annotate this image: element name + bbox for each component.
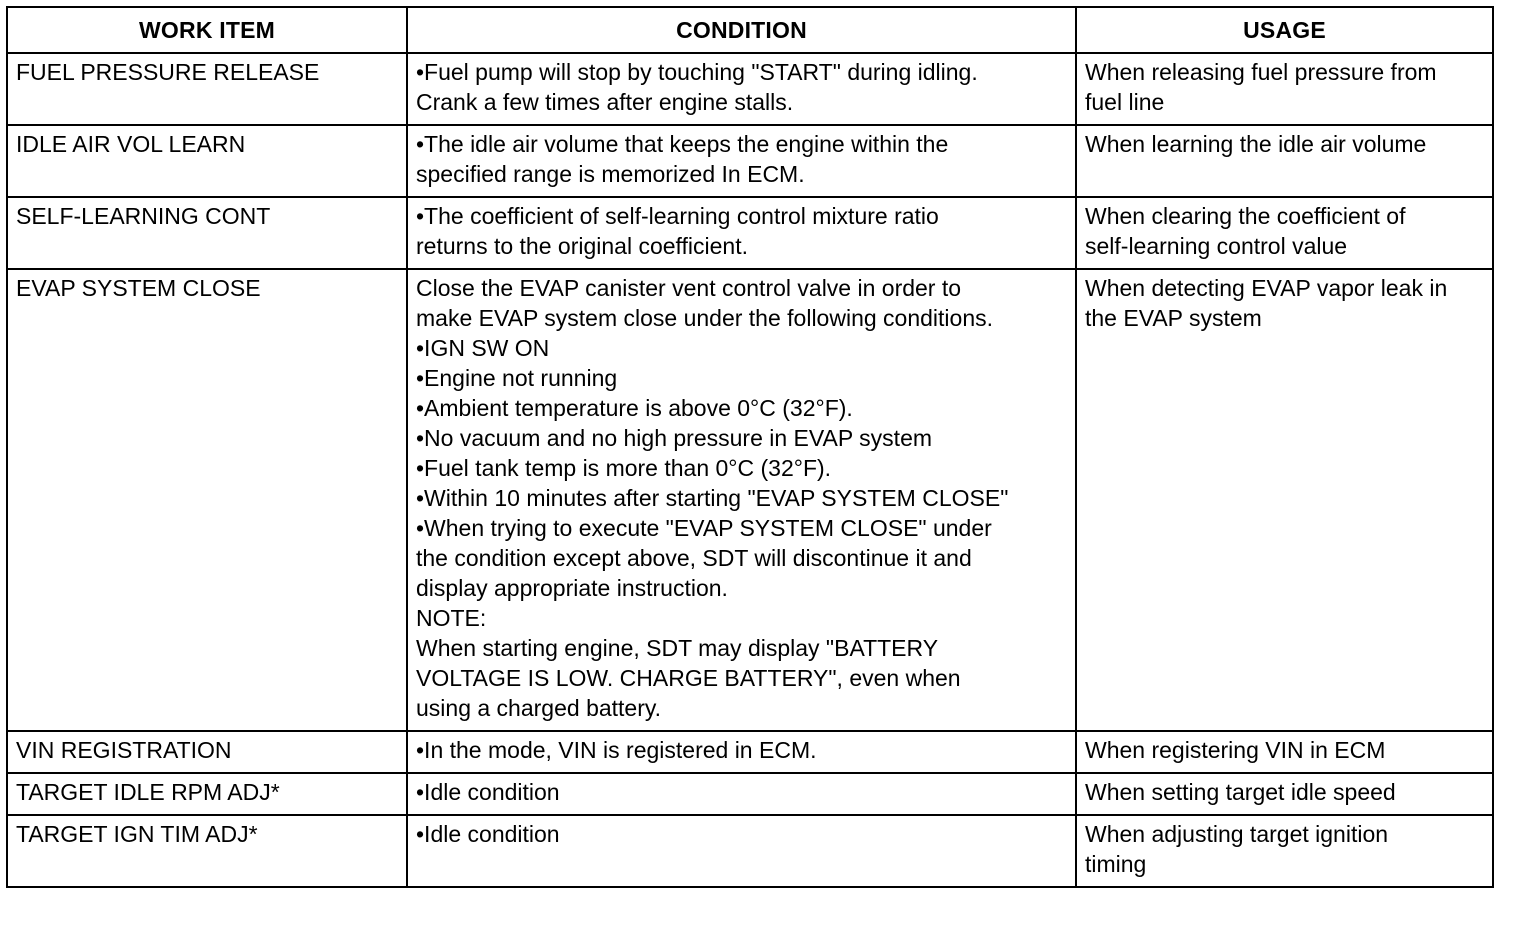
condition-line: •In the mode, VIN is registered in ECM. (416, 737, 817, 763)
header-work-item: WORK ITEM (7, 7, 407, 53)
usage-cell (1076, 815, 1493, 887)
header-condition: CONDITION (407, 7, 1076, 53)
usage-line: When learning the idle air volume (1085, 131, 1427, 157)
condition-line: •No vacuum and no high pressure in EVAP system (416, 425, 933, 451)
usage-cell (1076, 53, 1493, 125)
usage-cell (1076, 125, 1493, 197)
table-row (7, 197, 1493, 269)
usage-line: When releasing fuel pressure from (1085, 59, 1437, 85)
condition-line: •Within 10 minutes after starting "EVAP SYSTEM CLOSE" (416, 485, 1009, 511)
condition-line: •The coefficient of self-learning control mixture ratio (416, 203, 939, 229)
work-item-cell (7, 773, 407, 815)
condition-cell (407, 731, 1076, 773)
condition-line: •IGN SW ON (416, 335, 550, 361)
header-usage: USAGE (1076, 7, 1493, 53)
usage-cell (1076, 773, 1493, 815)
work-item-label: FUEL PRESSURE RELEASE (16, 59, 320, 85)
table-body (7, 53, 1493, 887)
usage-line: the EVAP system (1085, 305, 1262, 331)
condition-line: VOLTAGE IS LOW. CHARGE BATTERY", even when (416, 665, 961, 691)
condition-line: •Idle condition (416, 821, 560, 847)
condition-line: •When trying to execute "EVAP SYSTEM CLOSE" under (416, 515, 992, 541)
condition-line: specified range is memorized In ECM. (416, 161, 805, 187)
condition-cell (407, 125, 1076, 197)
condition-line: •Fuel tank temp is more than 0°C (32°F). (416, 455, 832, 481)
condition-line: returns to the original coefficient. (416, 233, 748, 259)
condition-line: make EVAP system close under the following conditions. (416, 305, 993, 331)
header-row (7, 7, 1493, 53)
work-item-label: IDLE AIR VOL LEARN (16, 131, 246, 157)
table-row (7, 53, 1493, 125)
usage-line: When setting target idle speed (1085, 779, 1396, 805)
work-item-cell (7, 269, 407, 731)
usage-line: fuel line (1085, 89, 1165, 115)
condition-line: •The idle air volume that keeps the engine within the (416, 131, 949, 157)
usage-line: When adjusting target ignition (1085, 821, 1389, 847)
usage-line: When registering VIN in ECM (1085, 737, 1386, 763)
work-item-label: TARGET IGN TIM ADJ* (16, 821, 258, 847)
condition-cell (407, 773, 1076, 815)
table-row (7, 815, 1493, 887)
table-row (7, 125, 1493, 197)
condition-line: When starting engine, SDT may display "BATTERY (416, 635, 939, 661)
table-row (7, 269, 1493, 731)
work-item-cell (7, 815, 407, 887)
work-item-cell (7, 197, 407, 269)
usage-line: timing (1085, 851, 1147, 877)
usage-line: When detecting EVAP vapor leak in (1085, 275, 1448, 301)
condition-cell (407, 269, 1076, 731)
work-item-label: SELF-LEARNING CONT (16, 203, 271, 229)
condition-line: using a charged battery. (416, 695, 662, 721)
work-support-table (6, 6, 1494, 888)
table-row (7, 731, 1493, 773)
usage-line: self-learning control value (1085, 233, 1348, 259)
condition-line: •Engine not running (416, 365, 618, 391)
condition-cell (407, 53, 1076, 125)
condition-line: •Fuel pump will stop by touching "START" during idling. (416, 59, 978, 85)
usage-cell (1076, 731, 1493, 773)
condition-cell (407, 197, 1076, 269)
table-row (7, 773, 1493, 815)
work-item-label: VIN REGISTRATION (16, 737, 232, 763)
condition-line: •Ambient temperature is above 0°C (32°F). (416, 395, 853, 421)
work-item-label: TARGET IDLE RPM ADJ* (16, 779, 280, 805)
usage-line: When clearing the coefficient of (1085, 203, 1406, 229)
work-item-cell (7, 731, 407, 773)
usage-cell (1076, 269, 1493, 731)
condition-line: NOTE: (416, 605, 487, 631)
work-item-label: EVAP SYSTEM CLOSE (16, 275, 261, 301)
condition-line: display appropriate instruction. (416, 575, 728, 601)
condition-line: Close the EVAP canister vent control valve in order to (416, 275, 962, 301)
condition-line: Crank a few times after engine stalls. (416, 89, 794, 115)
condition-cell (407, 815, 1076, 887)
usage-cell (1076, 197, 1493, 269)
work-item-cell (7, 53, 407, 125)
condition-line: •Idle condition (416, 779, 560, 805)
condition-line: the condition except above, SDT will discontinue it and (416, 545, 972, 571)
work-item-cell (7, 125, 407, 197)
